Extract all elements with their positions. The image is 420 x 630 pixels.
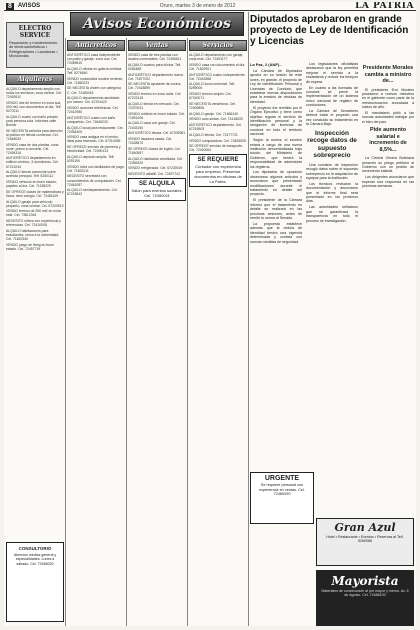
dateline: Oruro, martes 3 de enero de 2012 — [159, 3, 236, 9]
classified-ad: VENDO casa de dos plantas, zona norte, precio a convenir. Cel. 72494316 — [6, 142, 59, 155]
classified-ad: ALQUILO oficina en galería céntrica. Telf. 5276540 — [67, 66, 123, 75]
article-column-2 — [306, 62, 358, 512]
box-ad-text: Salón para eventos sociales. Cel. 72450011 — [131, 188, 183, 199]
classified-ad: VENDO casa de tres plantas con locales comerciales. Cel. 72456611 — [128, 53, 182, 62]
newspaper-page — [4, 2, 416, 626]
classified-ad: ALQUILO habitaciones para estudiantes, cerca a la universidad. Cel. 71822340 — [6, 228, 60, 242]
left-box-ad — [6, 22, 64, 68]
classified-ad: ANTICRÉTICO tienda. Cel. 67209981 — [128, 131, 186, 136]
classified-ad: SE OFRECE clases de inglés. Cel. 71840557 — [128, 146, 181, 155]
article-paragraph: La Cámara de Diputados aprobó en su sesión de este lunes, en grande, el proyecto de Ley de Identificación Personal y Licencias de Conducir, que establece nuevas disposiciones para la emisión de cédulas de identidad. — [250, 69, 302, 104]
classified-ad: NECESITO secretaria con conocimientos de computación. Cel. 72461087 — [67, 174, 122, 187]
bottom-ad-1-brand: Gran Azul — [334, 521, 396, 534]
article-column-3 — [362, 62, 414, 512]
bottom-ad-1-text: Hotel • Restaurante • Eventos • Reservas al Telf. 5260088 — [326, 535, 404, 544]
classified-ad: NECESITO niñera con experiencia y referencias. Cel. 72410008 — [6, 219, 61, 228]
header-left — [6, 3, 40, 10]
classified-ad: ALQUILO habitación amoblada. Cel. 72465320 — [128, 156, 183, 165]
ads-list-d — [189, 53, 247, 152]
classified-ad: ALQUILO departamento con garaje, zona este. Cel. 72451177 — [189, 53, 244, 62]
page-header — [4, 2, 416, 11]
classified-ad: ANTICRÉTICO departamento en edificio céntrico, 3 dormitorios. Cel. 67212044 — [6, 156, 59, 169]
article-paragraph: La Central Obrera Boliviana presentó su pliego petitorio al Gobierno con un pedido de incremento salarial. — [362, 156, 414, 174]
classified-ad: ALQUILO tienda en mercado. Cel. 72470031 — [128, 101, 180, 110]
banner-title: Avisos Económicos — [83, 16, 231, 32]
classified-ad: ALQUILO garaje. Cel. 71866140 — [189, 111, 239, 116]
ads-column-a — [6, 72, 64, 538]
classifieds-banner — [70, 12, 244, 36]
subhead3-body — [362, 156, 414, 188]
classified-ad: ANTICRÉTICO casa independiente con patio y garaje, zona sud. Cel. 72459810 — [67, 53, 121, 66]
article-body-2 — [306, 62, 358, 127]
classified-ad: VENDO acciones telefónicas. Cel. 72412980 — [67, 106, 119, 115]
box-ad-title: SE REQUIERE — [197, 157, 239, 164]
article-headline: Diputados aprobaron en grande proyecto de Ley de Identificación y Licencias — [250, 14, 409, 47]
classified-ad: ALQUILO minidepartamento. Cel. 67218842 — [67, 188, 118, 197]
classified-ad: ALQUILO casa con garaje. Cel. 72433190 — [128, 121, 176, 130]
classified-ad: VENDO terreno de 250 mt2 en zona este. Cel. 73812044 — [6, 209, 61, 218]
article-paragraph: Los técnicos revisaron la documentación y anunciaron que el informe final será presentado en los próximos días. — [306, 181, 358, 204]
article-paragraph: Los diputados de oposición observaron algunos artículos y anunciaron que presentarán modificaciones durante el tratamiento en detalle del proyecto. — [250, 170, 302, 197]
classified-ad: SE NECESITA vendedora. Cel. 72409855 — [189, 101, 236, 110]
column-rule — [126, 38, 127, 626]
classified-ad: VENDO computadora. Cel. 71805539 — [189, 138, 246, 143]
left-bottom-ad — [6, 542, 64, 622]
classified-ad: VENDO terreno en zona norte. Cel. 67222415 — [128, 92, 182, 101]
classified-ad: ALQUILO departamento amoblado por meses. Cel. 67204422 — [67, 96, 120, 105]
article-paragraph: La Cámara de Senadores deberá tratar el proyecto una vez concluido su tratamiento en la Cámara Baja. — [306, 109, 358, 127]
masthead: LA PATRIA — [355, 2, 414, 11]
column-rule — [65, 38, 66, 626]
ads-column-c — [128, 38, 186, 626]
classified-ad: SE NECESITA chofer con categoría C. Cel. 72480016 — [67, 86, 121, 95]
classified-ad: ANTICRÉTICO cuarto con baño compartido. Cel. 71848220 — [67, 115, 116, 124]
classified-ad: SE OFRECE servicio de transporte. Cel. 72420064 — [189, 144, 243, 153]
left-box-logo: ELECTRO SERVICE — [18, 25, 52, 39]
classified-ad: ALQUILO departamento amplio con todos los servicios, zona central. Cel. 72453911 — [6, 87, 62, 100]
category-header: Ventas — [128, 40, 186, 51]
classified-ad: ANTICRÉTICO departamento. Cel. 67219903 — [189, 123, 242, 132]
article-paragraph: Las autoridades señalaron que se garantizará la transparencia en todo el proceso de investigación. — [306, 205, 358, 223]
classified-ad: VENDO lote de terreno en zona sud, 300 mt2 con documentos al día. Telf. 5270211 — [6, 100, 62, 114]
article-paragraph: El mandatario pidió a las nuevas autoridades trabajar por el bien del país. — [362, 111, 414, 124]
left-box-text: Reparación y mantenimiento de electrodomésticos • Refrigeradores • Lavadoras • Microondas — [9, 41, 58, 59]
article-byline: La Paz, 2 (ANF).- — [250, 62, 282, 67]
ads-column-b — [67, 38, 125, 626]
urgent-ad — [250, 472, 314, 524]
classified-ad: VENDO lotes con facilidades de pago. Cel. 71832211 — [67, 164, 125, 173]
category-header: Alquileres — [6, 74, 64, 85]
ads-list-b — [67, 53, 125, 197]
classified-ad: ALQUILO depósito amplio. Telf. 5251190 — [67, 154, 115, 163]
article-column-1 — [250, 62, 302, 622]
classified-ad: SE OFRECE servicio de plomería y electricidad. Cel. 72490123 — [67, 145, 121, 154]
classified-ad: ALQUILO local comercial. Telf. 5259006 — [189, 82, 236, 91]
bottom-ad-1 — [316, 518, 414, 566]
classified-ad: SE NECESITA ayudante de cocina. Cel. 72418899 — [128, 82, 182, 91]
classified-ad: VENDO juego de living en buen estado. Cel. 72457719 — [6, 242, 54, 251]
classified-ad: VENDO minibús en buen estado. Cel. 71891406 — [128, 111, 185, 120]
subhead2-body — [362, 88, 414, 125]
classified-ad: NECESITO albañil. Cel. 72497742 — [128, 171, 180, 176]
article-paragraph: Según la norma, el servicio estará a cargo de una nueva institución descentralizada bajo tuición del Ministerio de Gobierno, que tendrá la responsabilidad de administrar los registros. — [250, 138, 302, 169]
article-paragraph: La propuesta establece además que la cédula de identidad tendrá una vigencia determinada y contará con nuevas medidas de seguridad. — [250, 221, 302, 244]
urgent-ad-title: URGENTE — [264, 475, 300, 482]
classified-ad: ALQUILO tienda. Cel. 72477721 — [189, 132, 238, 137]
classified-ad: ALQUILO cuarto con baño privado para persona sola. Informes calle Bolívar — [6, 114, 59, 127]
box-ad-title: SE ALQUILA — [138, 181, 176, 188]
ads-list-a — [6, 87, 64, 251]
subhead-body — [306, 163, 358, 223]
article-body-1 — [250, 69, 302, 244]
bottom-ad-2 — [316, 570, 414, 626]
classified-ad: ALQUILO local para restaurante. Cel. 72454300 — [67, 125, 124, 134]
ads-column-d — [189, 38, 247, 626]
classified-ad: ALQUILO cuartos para oficina. Telf. 5254488 — [128, 62, 182, 71]
classified-ad: SE OFRECE clases de matemáticas y física, nivel colegio. Cel. 72481109 — [6, 189, 64, 198]
classified-ad: ANTICRÉTICO departamento nuevo. Cel. 71877002 — [128, 72, 184, 81]
article-subhead: Inspección recoge datos de supuesto sobreprecio — [307, 129, 357, 160]
category-header: Anticréticos — [67, 40, 125, 51]
classified-ad: VENDO refrigerador. Cel. 67230019 — [128, 166, 183, 171]
article-paragraph: Los dirigentes anunciaron que esperan una respuesta en las próximas semanas. — [362, 175, 414, 189]
classified-ad: VENDO casa con documentos al día. Cel. 71822901 — [189, 62, 246, 71]
classified-ad: VENDO terreno amplio. Cel. 67240071 — [189, 92, 232, 101]
classified-ad: VENDO motocicleta modelo reciente. Cel. 71860223 — [67, 76, 124, 85]
article-subhead-3: Pide aumento salarial e incremento de 8,5%... — [369, 127, 407, 153]
column-rule — [248, 12, 249, 626]
ads-list-c — [128, 53, 186, 176]
box-ad — [128, 178, 186, 201]
classified-ad: VENDO casa antigua en el centro, ideal para inversión. Cel. 67210055 — [67, 135, 121, 144]
classified-ad: ALQUILO garaje para vehículo pequeño, zona central. Cel. 67200913 — [6, 199, 64, 208]
box-ad — [189, 154, 247, 187]
classified-ad: ANTICRÉTICO cuarto independiente. Cel. 72443368 — [189, 72, 246, 81]
article-paragraph: El proyecto fue remitido por el Órgano Ejecutivo y tiene como objetivo regular el servicio de identificación personal y la otorgación de licencias de conducir en todo el territorio nacional. — [250, 105, 302, 137]
classified-ad: SE NECESITA señorita para atención al público en tienda comercial. Cel. 71848032 — [6, 128, 63, 141]
classified-ad: VENDO lavadora usada. Cel. 72428870 — [128, 136, 173, 146]
column-rule — [187, 38, 188, 626]
left-bottom-ad-title: CONSULTORIO — [18, 546, 52, 551]
category-header: Servicios — [189, 40, 247, 51]
urgent-ad-text: Se requiere personal con experiencia en ventas. Cel. 72480090 — [259, 483, 305, 497]
classified-ad: VENDO auto sedan. Cel. 72418833 — [189, 117, 243, 122]
box-ad-text: Contador con experiencia para empresa. Presentar documentos en oficinas de La Patria. — [194, 164, 242, 185]
article-paragraph: El presidente Evo Morales posesionó a nuevos ministros en el gabinete como parte de la reestructuración anunciada a inicios de año. — [362, 87, 414, 110]
article-paragraph: En cuanto a las licencias de conducir, se prevé la implementación de un sistema único nacional de registro de conductores. — [306, 85, 358, 108]
article-paragraph: El presidente de la Cámara informó que el tratamiento en detalle se realizará en las próximas sesiones, antes de remitir la norma al Senado. — [250, 198, 302, 220]
page-number: 8 — [8, 2, 12, 10]
bottom-ad-2-text: Materiales de construcción al por mayor y menor. Av. 6 de Agosto. Cel. 72488100 — [321, 589, 409, 598]
classified-ad: VENDO vehículo en buen estado, papeles al día. Cel. 71198220 — [6, 180, 57, 189]
left-bottom-ad-text: Atención médica general y especialidades. Lunes a sábado. Cel. 72455020 — [13, 553, 57, 566]
article-paragraph: Una comisión de inspección recogió datos sobre el supuesto sobreprecio en la adquisición de equipos para la institución. — [306, 162, 358, 180]
section-name: AVISOS — [17, 3, 41, 9]
article-subhead-2: Presidente Morales cambia a ministro de... — [362, 65, 414, 84]
classified-ad: ALQUILO tienda comercial sobre avenida principal. Telf. 5250112 — [6, 170, 56, 179]
bottom-ad-2-brand: Mayorista — [331, 574, 399, 588]
article-paragraph: Los legisladores oficialistas destacaron que la ley permitirá mejorar el servicio a la ciudadanía y reducir los tiempos de espera. — [306, 62, 358, 84]
